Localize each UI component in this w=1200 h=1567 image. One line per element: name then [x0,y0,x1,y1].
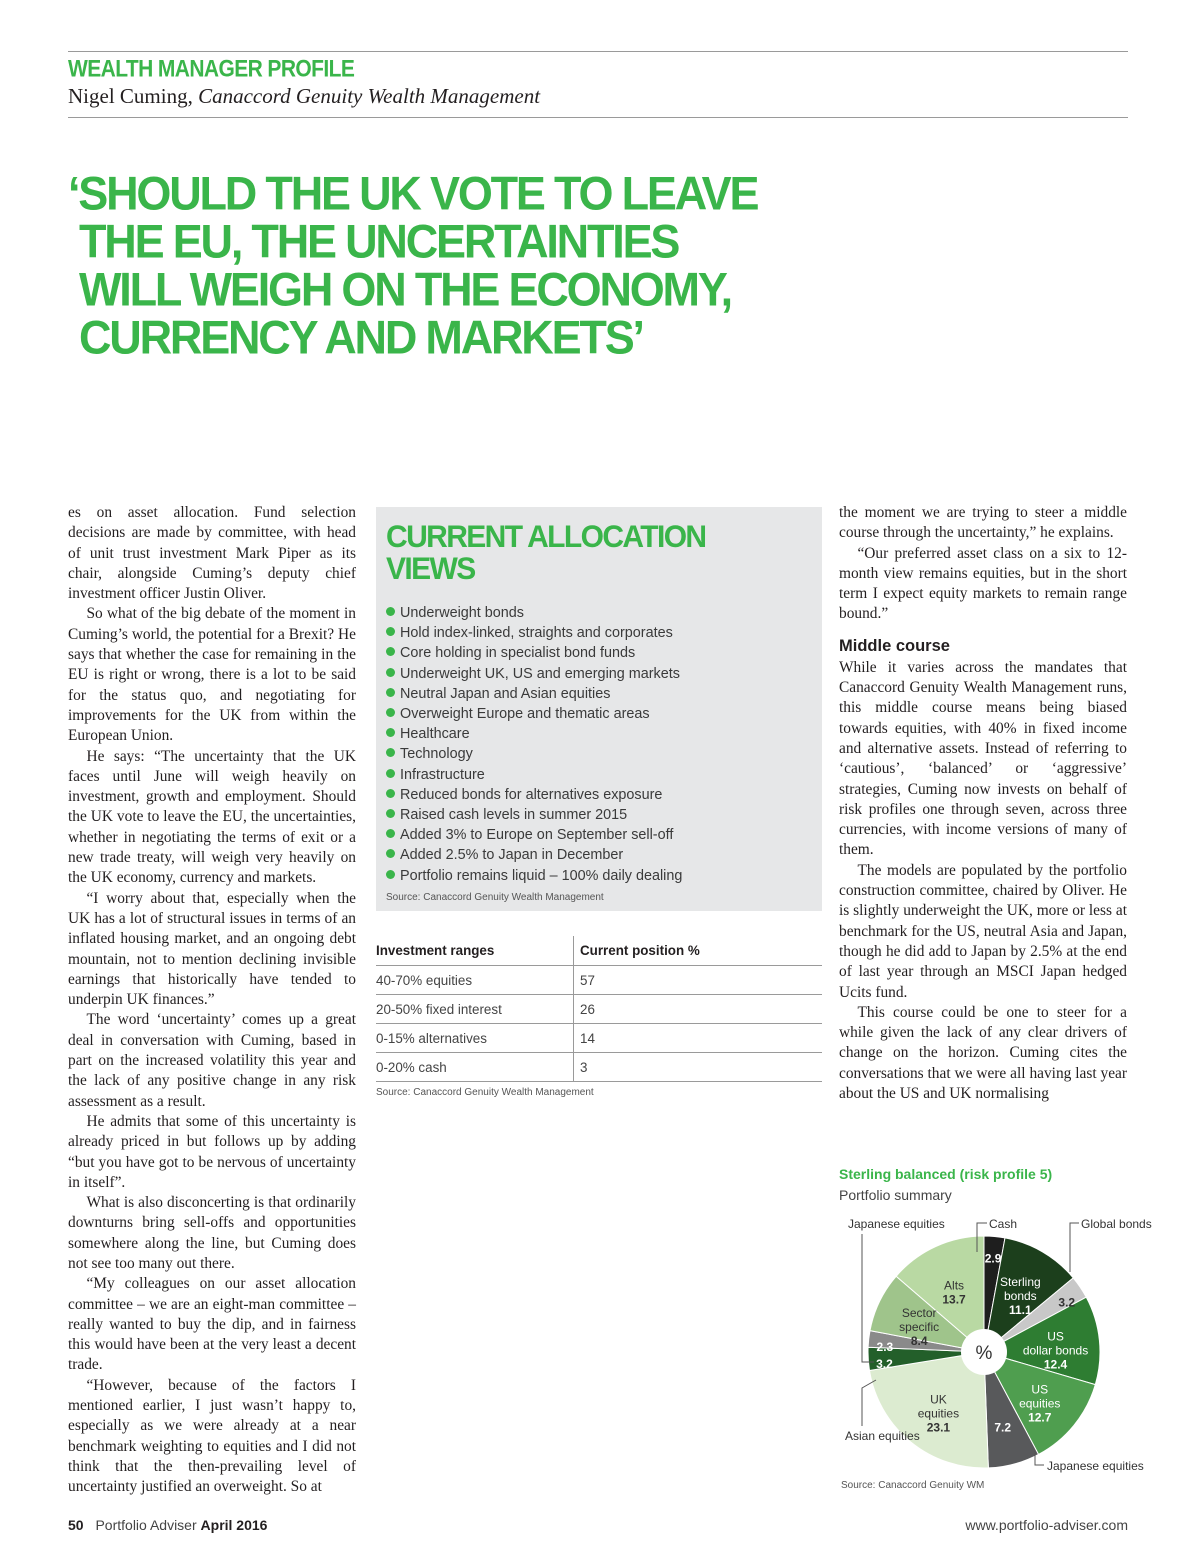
list-item: Added 2.5% to Japan in December [386,845,682,865]
paragraph: So what of the big debate of the moment in Cuming’s world, the potential for a Brexit? He says that whether the case for remaining in the EU is right or wrong, there is a lot to be said for the status quo, and negotiating for improvements for the UK from within the European Union. [68,605,356,745]
table-cell: 0-20% cash [376,1053,574,1082]
table-row [376,966,822,995]
box-title-line: VIEWS [386,551,475,587]
article-column-1 [68,503,356,1498]
table-cell: 57 [574,966,823,995]
bullet-icon [386,829,395,838]
bullet-icon [386,849,395,858]
box-source: Source: Canaccord Genuity Wealth Management [386,892,604,903]
footer-left [68,1517,267,1533]
slice-label: Sector specific 8.4 [899,1305,940,1348]
paragraph: While it varies across the mandates that Canaccord Genuity Wealth Management runs, this middle course means being biased towards equities, with 40% in fixed income and alternative assets. Instead of referring to ‘cautious’, ‘balanced’ or ‘aggressive’ strategies, Cuming now invests on behalf of risk profiles one through seven, across three currencies, with income versions of many of them. [839,658,1127,859]
slice-label: 3.2 [876,1356,893,1371]
list-item: Raised cash levels in summer 2015 [386,805,682,825]
callout-label-asian-equities: Asian equities [845,1429,920,1443]
table-cell: 14 [574,1024,823,1053]
paragraph: He says: “The uncertainty that the UK faces until June will weigh heavily on investment, growth and employment. Should the UK vote to leave the EU, the uncertainties, whether in negotiating the terms of exit or a new trade treaty, will weigh very heavily on the UK economy, currency and markets. [68,747,356,887]
box-title-line: CURRENT ALLOCATION [386,519,706,555]
chart-source: Source: Canaccord Genuity WM [841,1480,985,1491]
column-header: Current position % [574,936,823,966]
chart-title: Sterling balanced (risk profile 5) [839,1166,1053,1182]
bullet-icon [386,728,395,737]
slice-label: 3.2 [1058,1295,1076,1310]
table-cell: 40-70% equities [376,966,574,995]
chart-subtitle: Portfolio summary [839,1187,952,1203]
subheading: Middle course [839,636,950,655]
list-item: Underweight bonds [386,603,682,623]
bullet-icon [386,789,395,798]
headline-line: THE EU, THE UNCERTAINTIES [79,213,679,268]
list-item: Reduced bonds for alternatives exposure [386,785,682,805]
list-item: Portfolio remains liquid – 100% daily dealing [386,866,682,886]
bullet-icon [386,769,395,778]
list-item: Overweight Europe and thematic areas [386,704,682,724]
bullet-icon [386,809,395,818]
callout-label-global-bonds [1081,1217,1152,1231]
callout-label-cash: Cash [989,1217,1018,1231]
section-tag: WEALTH MANAGER PROFILE [68,56,355,83]
list-item: Healthcare [386,724,682,744]
paragraph: “Our preferred asset class on a six to 12-month view remains equities, but in the short term I expect equity markets to remain range bound.” [839,544,1127,623]
slice-label: 7.2 [994,1420,1012,1435]
byline [68,84,540,109]
bullet-icon [386,627,395,636]
allocation-views-box [376,507,822,911]
callout-label-japanese-equities-bottom: Japanese equities [1047,1459,1144,1473]
table-cell: 3 [574,1053,823,1082]
bullet-icon [386,688,395,697]
table-cell: 26 [574,995,823,1024]
slice-label: Sterling bonds 11.1 [1000,1274,1041,1317]
callout-label-japanese-equities-top: Japanese equities [848,1217,945,1231]
table-header-row [376,936,822,966]
allocation-list [386,603,682,886]
list-item: Core holding in specialist bond funds [386,643,682,663]
paragraph: The word ‘uncertainty’ comes up a great deal in conversation with Cuming, based in part on the increased volatility this year and the lack of any positive change in any risk assessment as a result. [68,1011,356,1110]
portfolio-pie-chart [839,1212,1152,1482]
bullet-icon [386,607,395,616]
bullet-icon [386,708,395,717]
footer-url: www.portfolio-adviser.com [965,1517,1128,1533]
bullet-icon [386,668,395,677]
table-row [376,1053,822,1082]
top-rule [68,51,1128,52]
slice-label: US dollar bonds 12.4 [1022,1329,1089,1372]
table-source: Source: Canaccord Genuity Wealth Management [376,1087,594,1098]
paragraph: The models are populated by the portfolio construction committee, chaired by Oliver. He is slightly underweight the UK, more or less at benchmark for the US, neutral Asia and Japan, though he did add to Japan by 2.5% at the end of last year through an MSCI Japan hedged Ucits fund. [839,861,1127,1001]
magazine-name: Portfolio Adviser [95,1517,197,1533]
paragraph: What is also disconcerting is that ordinarily downturns bring sell-offs and opportunities somewhere along the line, but Cuming does not see too many out there. [68,1194,356,1272]
header-rule [68,117,1128,118]
investment-ranges-table [376,936,822,1082]
paragraph: “My colleagues on our asset allocation committee – we are an eight-man committee – really wanted to buy the dip, and in fairness this would have been at the very least a decent trade. [68,1275,356,1374]
slice-label: 2.3 [876,1339,894,1354]
headline-line: WILL WEIGH ON THE ECONOMY, [79,261,731,316]
slice-label: Alts 13.7 [942,1278,966,1307]
table-row [376,995,822,1024]
list-item: Hold index-linked, straights and corporates [386,623,682,643]
bullet-icon [386,647,395,656]
headline-line: ‘SHOULD THE UK VOTE TO LEAVE [68,165,758,220]
pull-quote-headline [68,165,758,364]
bullet-icon [386,748,395,757]
table-cell: 20-50% fixed interest [376,995,574,1024]
callout-text: Global bonds [1081,1217,1152,1231]
pie-center-label: % [975,1343,993,1364]
byline-name: Nigel Cuming, [68,84,193,108]
slice-label: 2.9 [984,1251,1002,1266]
table-cell: 0-15% alternatives [376,1024,574,1053]
paragraph: “I worry about that, especially when the UK has a lot of structural issues in terms of an inflated housing market, and an ongoing debt mountain, not to mention declining invisible earnings that historically have tended to underpin UK finances.” [68,889,356,1009]
column-header: Investment ranges [376,936,574,966]
list-item: Added 3% to Europe on September sell-off [386,825,682,845]
paragraph: es on asset allocation. Fund selection decisions are made by committee, with head of unit trust investment Mark Piper as its chair, alongside Cuming’s deputy chief investment officer Justin Oliver. [68,504,356,603]
slice-label: US equities 12.7 [1019,1382,1061,1425]
paragraph: This course could be one to steer for a while given the lack of any clear drivers of change on the horizon. Cuming cites the conversations that we were all having last year about the US and UK normalising [839,1003,1127,1103]
byline-company: Canaccord Genuity Wealth Management [198,84,541,108]
slice-label: UK equities 23.1 [917,1392,960,1435]
paragraph: He admits that some of this uncertainty is already priced in but follows up by adding “but you have got to be nervous of uncertainty in itself”. [68,1112,356,1191]
list-item: Infrastructure [386,765,682,785]
list-item: Neutral Japan and Asian equities [386,684,682,704]
headline-line: CURRENCY AND MARKETS’ [79,309,643,364]
issue-date: April 2016 [200,1517,268,1533]
allocation-box-title [386,521,706,585]
list-item: Technology [386,744,682,764]
table-row [376,1024,822,1053]
paragraph: the moment we are trying to steer a middle course through the uncertainty,” he explains. [839,504,1127,542]
article-column-3 [839,503,1127,1133]
paragraph: “However, because of the factors I mentioned earlier, I just wasn’t happy to, especially as we were already at a near benchmark weighting to equities and I did not think that the then-prevailing level of uncertainty justified an overweight. So at [68,1376,356,1496]
page-number: 50 [68,1517,84,1533]
bullet-icon [386,870,395,879]
list-item: Underweight UK, US and emerging markets [386,664,682,684]
callout-line-global-bonds [1070,1223,1079,1272]
